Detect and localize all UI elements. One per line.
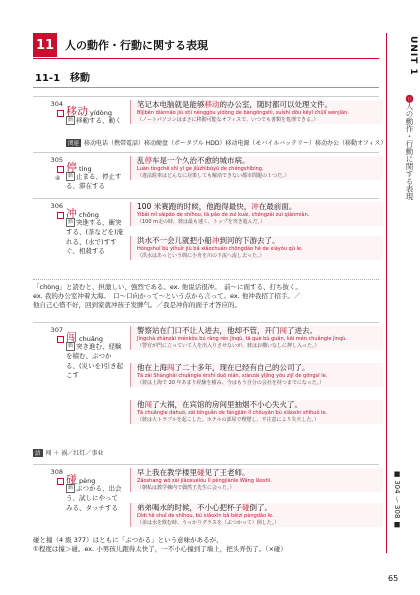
part-of-speech-badge: 動 bbox=[67, 219, 73, 225]
chapter-header bbox=[33, 33, 208, 57]
example-text: 100 米赛跑的时候，他跑得最快， bbox=[137, 202, 252, 211]
example-highlight: 冲 bbox=[251, 202, 259, 211]
part-of-speech-badge: 動 bbox=[67, 173, 73, 179]
entry-number: 308 bbox=[50, 468, 63, 476]
example-japanese: （違法駐車はどんなに対策しても解消できない都市問題の１つだ。） bbox=[137, 173, 290, 179]
example-chinese bbox=[137, 156, 383, 166]
headword-hanzi: 碰 bbox=[66, 473, 77, 486]
example bbox=[130, 400, 383, 424]
headword-pinyin: tíng bbox=[79, 165, 92, 173]
collocations bbox=[33, 448, 103, 457]
example-text: 了二十多年，现在已经有自己的公司了。 bbox=[174, 363, 310, 372]
header-divider bbox=[33, 58, 379, 59]
headword-hanzi: 闯 bbox=[66, 331, 77, 344]
example-chinese bbox=[137, 363, 383, 373]
meaning bbox=[66, 172, 124, 192]
related-text: 移动电话（携帯電話）移动硬盘（ポータブル HDD）移动电源（モバイルバッテリー）移动办公（移動オフィス） bbox=[84, 140, 387, 147]
example-japanese: （弟は水を飲む時、うっかりグラスを（ぶつかって）倒した。） bbox=[137, 520, 280, 526]
headword-hanzi: 冲 bbox=[66, 207, 77, 220]
side-divider bbox=[386, 33, 387, 553]
example-pinyin: Tā chuǎngle dàhuò, zài bīnguǎn de fángjiān lǐ chōuyān bù xiǎoxīn shīhuǒ le. bbox=[137, 410, 328, 416]
entry-306 bbox=[33, 198, 379, 319]
example-chinese bbox=[137, 202, 383, 212]
section-title: 11-1 移動 bbox=[35, 73, 91, 84]
example-text: 他在上海 bbox=[137, 363, 167, 372]
headword-pinyin: yídòng bbox=[90, 109, 113, 117]
example-highlight: 碰 bbox=[197, 468, 205, 477]
example-highlight: 停 bbox=[144, 156, 152, 165]
checkbox[interactable] bbox=[57, 336, 64, 343]
example-highlight: 移动 bbox=[204, 100, 220, 109]
meaning-text: 移動する、動く bbox=[76, 116, 122, 125]
page-number: 65 bbox=[388, 574, 399, 583]
part-of-speech-badge: 動 bbox=[67, 343, 73, 349]
section-divider bbox=[33, 87, 379, 88]
example-text: 警察站在门口不让人进去，他却不管，开门 bbox=[137, 326, 280, 335]
chapter-number: 11 bbox=[33, 33, 57, 57]
example-text: 见了王老师。 bbox=[204, 468, 250, 477]
part-of-speech-badge: 動 bbox=[67, 485, 73, 491]
meaning bbox=[66, 218, 124, 257]
usage-note bbox=[33, 536, 379, 554]
example bbox=[130, 236, 383, 260]
example-japanese: （彼は上海で 20 年あまり経験を積み、今はもう自分の会社を持つまでになった。） bbox=[137, 380, 325, 386]
entry-number: 304 bbox=[50, 100, 63, 108]
checkbox[interactable] bbox=[57, 478, 64, 485]
example-text: 的办公室，随时都可以处理文件。 bbox=[219, 100, 332, 109]
level-marker: ④ bbox=[55, 175, 61, 182]
example-pinyin: Dìdi hē shuǐ de shíhou, bù xiǎoxīn bǎ bēizi pèngdǎo le. bbox=[137, 513, 274, 519]
usage-note bbox=[33, 283, 379, 310]
meaning-text: 突進する、衝突する、(茶などを)淹れる、(水で)すすぐ、相殺する bbox=[66, 218, 124, 255]
example-highlight: 闯 bbox=[144, 400, 152, 409]
example-pinyin: Bǐjìběn diànnǎo jiù shì nénggòu yídòng de bàngōngshì, suíshí dōu kěyǐ chǔlǐ wénjiàn. bbox=[137, 110, 349, 116]
example-chinese bbox=[137, 236, 383, 246]
part-of-speech-badge: 動 bbox=[67, 117, 73, 123]
example bbox=[130, 503, 383, 527]
note-divider bbox=[33, 279, 379, 280]
example-text: 弟弟喝水的时候，不小心把杯子 bbox=[137, 503, 242, 512]
collocation-text: 闯 ＋ 祸／红灯／事业 bbox=[45, 450, 104, 457]
usage-note-line: 他自己心惜不好，回到家就冲孩子发脾气。／我是冲你的面子才答应的。 bbox=[33, 301, 241, 309]
meaning-text: ぶつかる、出会う、試しにやってみる、タッチする bbox=[66, 484, 122, 512]
example bbox=[130, 326, 383, 350]
example-text: 他 bbox=[137, 400, 145, 409]
collocation-label: 語 bbox=[35, 451, 41, 457]
checkbox[interactable] bbox=[57, 110, 64, 117]
example-pinyin: Hóngshuǐ bù yíhuìr jiù bǎ xiǎochuán chōngdào hé de xiàyóu qù le. bbox=[137, 246, 303, 252]
usage-note-line: 碰と撞（4 級 377）はともに「ぶつかる」という意味があるが、 bbox=[33, 536, 223, 544]
example bbox=[130, 202, 383, 226]
unit-subtitle-text: 人の動作・行動に関する表現 bbox=[405, 102, 414, 200]
example-pinyin: Jǐngchá zhànzài ménkǒu bú ràng rén jìnqù, tā què bù guǎn, kāi mén chuǎngle jìnqù. bbox=[137, 336, 347, 342]
example-text: 乱 bbox=[137, 156, 145, 165]
example-chinese bbox=[137, 100, 383, 110]
meaning-text: 止まる、停止する、滞在する bbox=[66, 172, 122, 190]
example bbox=[130, 156, 383, 180]
entry-number: 305 bbox=[50, 156, 63, 164]
example-text: 洪水不一会儿就把小船 bbox=[137, 236, 212, 245]
example-highlight: 冲 bbox=[212, 236, 220, 245]
example-japanese: （朝私は教学棟内で偶然王先生に会った。） bbox=[137, 485, 235, 491]
related-label: 関連 bbox=[68, 141, 80, 147]
example-chinese bbox=[137, 503, 383, 513]
example-text: 到河的下游去了。 bbox=[219, 236, 280, 245]
example-pinyin: Luàn tíngchē shì yí ge jiǔzhìbúyù de chéngshìbìng. bbox=[137, 166, 264, 172]
related-words bbox=[66, 138, 386, 147]
entry-304 bbox=[33, 96, 387, 153]
example-japanese: （彼は大トラブルを起こした。ホテルの部屋で喫煙し、不注意により失火した。） bbox=[137, 417, 320, 423]
headword-hanzi: 移动 bbox=[66, 105, 88, 118]
meaning bbox=[66, 342, 124, 381]
example-pinyin: Yìbǎi mǐ sàipǎo de shíhou, tā pǎo de zuì kuài, chōngzài zuì qiánmiàn. bbox=[137, 212, 310, 218]
entry-number: 306 bbox=[50, 202, 63, 210]
headword-pinyin: chōng bbox=[79, 211, 99, 219]
example-text: 了大祸，在宾馆的房间里抽烟不小心失火了。 bbox=[152, 400, 302, 409]
example-text: 了进去。 bbox=[287, 326, 317, 335]
example bbox=[130, 100, 383, 124]
example bbox=[130, 468, 383, 492]
example-japanese: （ノートパソコンはまさに移動可能なオフィスで、いつでも書類を処理できる。） bbox=[137, 117, 319, 123]
meaning bbox=[66, 116, 124, 126]
headword-pinyin: pèng bbox=[79, 477, 96, 485]
chapter-title: 人の動作・行動に関する表現 bbox=[65, 39, 208, 52]
example-japanese: （警官が門に立っていて人を出入りさせないが、彼はお構いなしに押し入った。） bbox=[137, 343, 320, 349]
meaning bbox=[66, 484, 124, 513]
example-highlight: 闯 bbox=[167, 363, 175, 372]
example-text: 倒了。 bbox=[249, 503, 272, 512]
example-text: 在最前面。 bbox=[258, 202, 297, 211]
example-highlight: 闯 bbox=[279, 326, 287, 335]
example-pinyin: Tā zài Shànghǎi chuǎngle èrshí duō nián, xiànzài yǐjīng yǒu zìjǐ de gōngsī le. bbox=[137, 373, 328, 379]
example-chinese bbox=[137, 326, 383, 336]
section-heading bbox=[33, 69, 379, 88]
entry-305 bbox=[33, 152, 379, 199]
checkbox[interactable] bbox=[57, 212, 64, 219]
headword-hanzi: 停 bbox=[66, 161, 77, 174]
usage-note-line: ①程度は撞＞碰。ex. 小男孩儿跑得太快了，一不小心撞到了墙上，把头弄伤了。（×碰） bbox=[33, 545, 287, 553]
unit-label: UNIT 1 bbox=[408, 36, 418, 76]
entry-range: ■ 304 ～ 308 ■ bbox=[393, 470, 401, 529]
entry-307 bbox=[33, 322, 379, 465]
example-text: 早上我在教学楼里 bbox=[137, 468, 197, 477]
example bbox=[130, 363, 383, 387]
unit-subtitle bbox=[390, 95, 414, 200]
example-highlight: 碰 bbox=[242, 503, 250, 512]
example-chinese bbox=[137, 400, 383, 410]
headword-pinyin: chuǎng bbox=[79, 335, 104, 343]
example-text: 车是一个久治不愈的城市病。 bbox=[152, 156, 250, 165]
usage-note-line: ex. 我的办公室冲着大海。 口～口向かって～という点から言って。ex. 他冲我招了招手。／ bbox=[33, 292, 301, 300]
unit-subtitle-number: ⓫ bbox=[405, 95, 414, 103]
example-chinese bbox=[137, 468, 383, 478]
example-japanese: （洪水はあっという間に小舟を川の下流へ流し去った。） bbox=[137, 253, 265, 259]
entry-number: 307 bbox=[50, 326, 63, 334]
example-japanese: （100 m走の時、彼は最も速く、トップを突き進んだ。） bbox=[137, 219, 266, 225]
example-text: 笔记本电脑就是能够 bbox=[137, 100, 205, 109]
entry-308 bbox=[33, 464, 379, 555]
meaning-text: 突き進む、経験を積む、ぶつかる、(災いを)引き起こす bbox=[66, 342, 124, 379]
checkbox[interactable] bbox=[57, 166, 64, 173]
usage-note-line: 「chòng」と読むと、担激しい、強烈である。ex. 他说话很冲。 前～に面する、打ち抜く。 bbox=[33, 283, 302, 291]
example-pinyin: Zǎoshang wǒ zài jiàoxuélóu lǐ pèngjiànle Wáng lǎoshī. bbox=[137, 478, 272, 484]
